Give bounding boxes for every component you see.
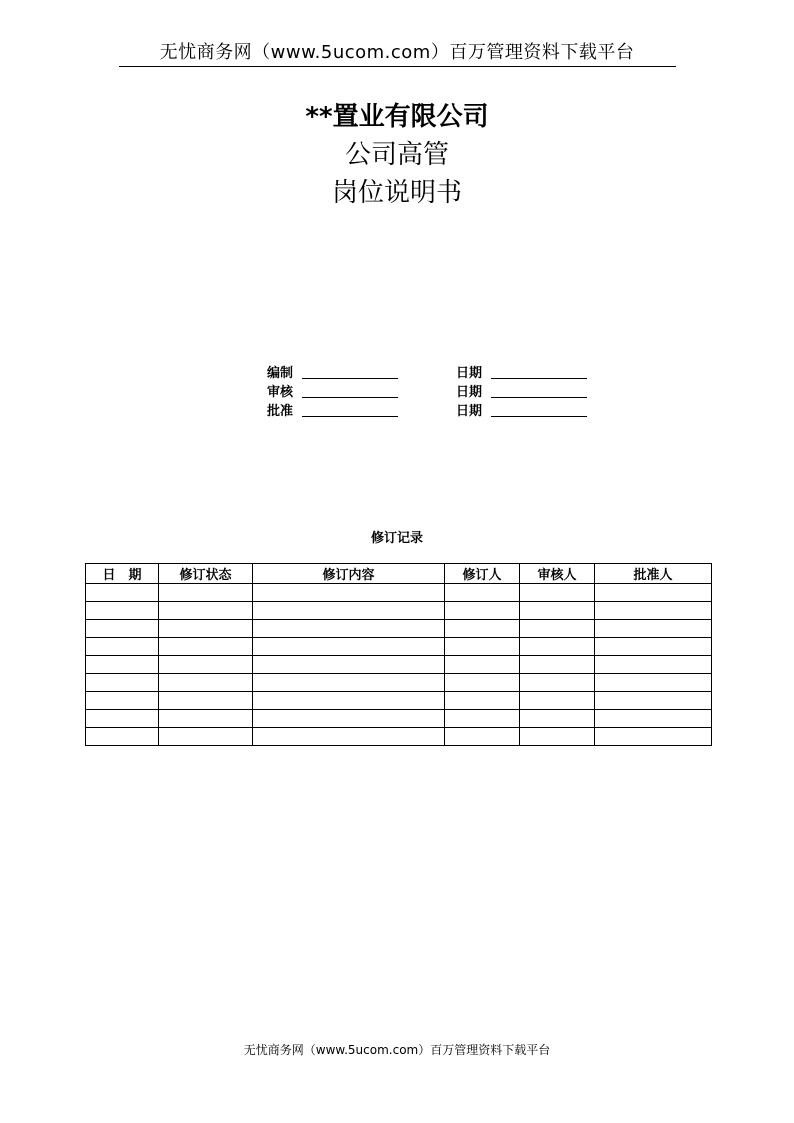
table-row: [86, 692, 712, 710]
page-header-text: 无忧商务网（www.5ucom.com）百万管理资料下载平台: [159, 42, 635, 63]
col-header-approver: 批准人: [595, 564, 712, 584]
table-cell[interactable]: [86, 692, 159, 710]
approved-row: [267, 400, 407, 418]
table-cell[interactable]: [253, 710, 445, 728]
reviewed-signature-line[interactable]: [302, 397, 398, 398]
prepared-date-row: [456, 362, 596, 380]
table-cell[interactable]: [445, 620, 520, 638]
table-cell[interactable]: [86, 710, 159, 728]
table-cell[interactable]: [86, 620, 159, 638]
table-cell[interactable]: [520, 584, 595, 602]
table-cell[interactable]: [595, 638, 712, 656]
revision-table-body: [86, 584, 712, 746]
approved-signature-line[interactable]: [302, 416, 398, 417]
table-cell[interactable]: [445, 656, 520, 674]
table-row: [86, 620, 712, 638]
table-cell[interactable]: [595, 620, 712, 638]
table-cell[interactable]: [159, 584, 253, 602]
table-cell[interactable]: [445, 584, 520, 602]
table-cell[interactable]: [520, 656, 595, 674]
table-cell[interactable]: [86, 584, 159, 602]
table-cell[interactable]: [86, 602, 159, 620]
table-cell[interactable]: [520, 710, 595, 728]
approved-label: 批准: [267, 404, 294, 419]
table-row: [86, 674, 712, 692]
col-header-reviewer: 审核人: [520, 564, 595, 584]
table-cell[interactable]: [86, 656, 159, 674]
prepared-signature-line[interactable]: [302, 378, 398, 379]
table-cell[interactable]: [159, 620, 253, 638]
col-header-status: 修订状态: [159, 564, 253, 584]
table-cell[interactable]: [159, 692, 253, 710]
approved-date-line[interactable]: [491, 416, 587, 417]
document-title: 岗位说明书: [331, 178, 462, 208]
reviewed-row: [267, 381, 407, 399]
table-cell[interactable]: [445, 674, 520, 692]
table-cell[interactable]: [253, 656, 445, 674]
table-cell[interactable]: [520, 602, 595, 620]
col-header-reviser: 修订人: [445, 564, 520, 584]
prepared-date-line[interactable]: [491, 378, 587, 379]
reviewed-date-line[interactable]: [491, 397, 587, 398]
table-cell[interactable]: [253, 692, 445, 710]
table-cell[interactable]: [520, 620, 595, 638]
table-cell[interactable]: [445, 710, 520, 728]
prepared-date-label: 日期: [456, 366, 483, 381]
table-row: [86, 728, 712, 746]
table-cell[interactable]: [253, 674, 445, 692]
table-cell[interactable]: [445, 638, 520, 656]
table-cell[interactable]: [86, 674, 159, 692]
table-cell[interactable]: [520, 638, 595, 656]
table-cell[interactable]: [159, 602, 253, 620]
table-cell[interactable]: [520, 692, 595, 710]
prepared-row: [267, 362, 407, 380]
table-cell[interactable]: [86, 638, 159, 656]
table-cell[interactable]: [595, 674, 712, 692]
page-footer-text: 无忧商务网（www.5ucom.com）百万管理资料下载平台: [243, 1043, 551, 1057]
table-cell[interactable]: [445, 692, 520, 710]
table-cell[interactable]: [595, 584, 712, 602]
table-cell[interactable]: [253, 638, 445, 656]
col-header-date: 日 期: [86, 564, 159, 584]
approved-date-label: 日期: [456, 404, 483, 419]
table-cell[interactable]: [445, 602, 520, 620]
table-cell[interactable]: [595, 692, 712, 710]
document-subtitle: 公司高管: [344, 140, 449, 170]
table-cell[interactable]: [520, 674, 595, 692]
table-cell[interactable]: [159, 656, 253, 674]
table-cell[interactable]: [86, 728, 159, 746]
table-cell[interactable]: [253, 620, 445, 638]
prepared-label: 编制: [267, 366, 294, 381]
table-cell[interactable]: [159, 728, 253, 746]
approved-date-row: [456, 400, 596, 418]
table-row: [86, 638, 712, 656]
table-cell[interactable]: [159, 710, 253, 728]
company-title: **置业有限公司: [305, 102, 489, 132]
reviewed-date-row: [456, 381, 596, 399]
table-cell[interactable]: [595, 728, 712, 746]
table-cell[interactable]: [253, 584, 445, 602]
table-row: [86, 584, 712, 602]
table-row: [86, 656, 712, 674]
table-cell[interactable]: [520, 728, 595, 746]
table-cell[interactable]: [595, 602, 712, 620]
table-cell[interactable]: [159, 638, 253, 656]
table-cell[interactable]: [159, 674, 253, 692]
reviewed-date-label: 日期: [456, 385, 483, 400]
header-rule: [119, 66, 676, 67]
revision-table: [85, 563, 712, 746]
reviewed-label: 审核: [267, 385, 294, 400]
table-cell[interactable]: [253, 602, 445, 620]
table-row: [86, 710, 712, 728]
table-cell[interactable]: [445, 728, 520, 746]
col-header-content: 修订内容: [253, 564, 445, 584]
table-cell[interactable]: [253, 728, 445, 746]
revision-record-title: 修订记录: [370, 531, 423, 546]
table-row: [86, 602, 712, 620]
revision-header-row: [86, 564, 712, 584]
table-cell[interactable]: [595, 656, 712, 674]
table-cell[interactable]: [595, 710, 712, 728]
